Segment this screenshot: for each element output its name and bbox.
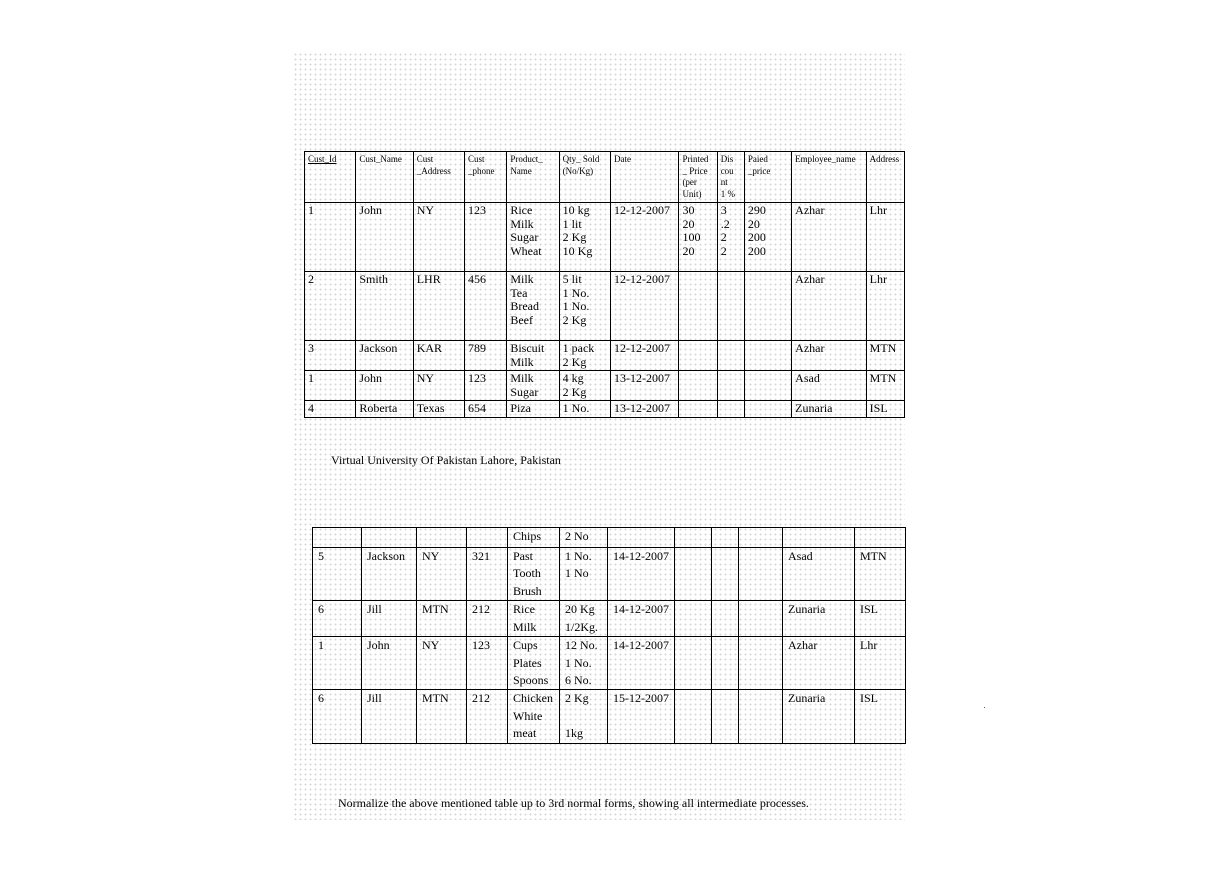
cell-printed-price: [675, 548, 712, 601]
cell-employee-name: Zunaria: [792, 401, 866, 418]
cell-product-name: Milk Tea Bread Beef: [507, 272, 559, 341]
cell-printed-price: [679, 401, 717, 418]
cell-date: 15-12-2007: [608, 690, 675, 743]
cell-qty-sold: 10 kg 1 lit 2 Kg 10 Kg: [559, 203, 610, 272]
stray-dot: [984, 707, 985, 708]
cell-paied-price: 290 20 200 200: [744, 203, 791, 272]
cell-discount: [712, 601, 739, 637]
cell-cust-address: NY: [417, 637, 467, 690]
table-row: [313, 601, 906, 637]
cell-cust-id: 4: [305, 401, 356, 418]
cell-cust-name: Jackson: [362, 548, 417, 601]
table-row: [313, 690, 906, 743]
cell-employee-name: Azhar: [783, 637, 855, 690]
cell-date: 13-12-2007: [610, 371, 678, 401]
cell-cust-phone: 321: [467, 548, 508, 601]
cell-product-name: Biscuit Milk: [507, 341, 559, 371]
sales-table-part-1: [304, 151, 905, 418]
cell-product-name: Milk Sugar: [507, 371, 559, 401]
cell-discount: [717, 341, 744, 371]
cell-qty-sold: 2 No: [560, 528, 608, 548]
cell-paied-price: [739, 637, 783, 690]
table-header-row: [305, 152, 905, 203]
cell-date: 12-12-2007: [610, 272, 678, 341]
cell-paied-price: [744, 272, 791, 341]
cell-address: MTN: [855, 548, 906, 601]
cell-cust-id: 6: [313, 690, 362, 743]
cell-discount: [712, 690, 739, 743]
cell-discount: [712, 528, 739, 548]
cell-employee-name: Zunaria: [783, 690, 855, 743]
cell-address: MTN: [866, 341, 904, 371]
cell-cust-name: John: [356, 203, 413, 272]
cell-discount: 3 .2 2 2: [717, 203, 744, 272]
cell-employee-name: Asad: [792, 371, 866, 401]
table-row: [305, 401, 905, 418]
header-product-name: Product_ Name: [507, 152, 559, 203]
cell-cust-address: NY: [413, 203, 464, 272]
cell-cust-address: NY: [413, 371, 464, 401]
cell-printed-price: [675, 690, 712, 743]
cell-discount: [712, 637, 739, 690]
cell-cust-phone: 123: [465, 371, 507, 401]
cell-cust-phone: 654: [465, 401, 507, 418]
cell-printed-price: [675, 601, 712, 637]
cell-cust-id: 1: [305, 203, 356, 272]
cell-address: ISL: [855, 601, 906, 637]
cell-address: ISL: [866, 401, 904, 418]
table-row: [305, 371, 905, 401]
cell-cust-address: MTN: [417, 690, 467, 743]
header-address: Address: [866, 152, 904, 203]
cell-discount: [717, 371, 744, 401]
cell-cust-id: 1: [305, 371, 356, 401]
cell-cust-name: Jill: [362, 690, 417, 743]
cell-address: [855, 528, 906, 548]
cell-printed-price: [679, 341, 717, 371]
cell-cust-id: [313, 528, 362, 548]
cell-paied-price: [744, 401, 791, 418]
table-row: [305, 341, 905, 371]
normalization-instruction: Normalize the above mentioned table up to 3rd normal forms, showing all intermediate processes.: [338, 796, 809, 810]
cell-cust-address: [417, 528, 467, 548]
cell-printed-price: 30 20 100 20: [679, 203, 717, 272]
cell-cust-id: 6: [313, 601, 362, 637]
cell-qty-sold: 1 No. 1 No: [560, 548, 608, 601]
header-cust-name: Cust_Name: [356, 152, 413, 203]
cell-qty-sold: 5 lit 1 No. 1 No. 2 Kg: [559, 272, 610, 341]
cell-date: 14-12-2007: [608, 637, 675, 690]
cell-product-name: Past Tooth Brush: [508, 548, 560, 601]
cell-cust-name: John: [356, 371, 413, 401]
cell-date: 13-12-2007: [610, 401, 678, 418]
header-qty-sold: Qty_ Sold (No/Kg): [559, 152, 610, 203]
cell-product-name: Piza: [507, 401, 559, 418]
cell-cust-name: Jill: [362, 601, 417, 637]
cell-cust-name: [362, 528, 417, 548]
cell-cust-phone: 212: [467, 601, 508, 637]
cell-cust-phone: 123: [467, 637, 508, 690]
cell-cust-id: 3: [305, 341, 356, 371]
header-paied-price: Paied _price: [744, 152, 791, 203]
cell-paied-price: [739, 528, 783, 548]
header-cust-address: Cust _Address: [413, 152, 464, 203]
cell-cust-phone: 212: [467, 690, 508, 743]
header-cust-phone: Cust _phone: [465, 152, 507, 203]
cell-qty-sold: 20 Kg 1/2Kg.: [560, 601, 608, 637]
cell-discount: [717, 401, 744, 418]
table-row: [313, 528, 906, 548]
header-employee-name: Employee_name: [792, 152, 866, 203]
cell-qty-sold: 12 No. 1 No. 6 No.: [560, 637, 608, 690]
cell-employee-name: Zunaria: [783, 601, 855, 637]
cell-employee-name: Azhar: [792, 272, 866, 341]
cell-paied-price: [739, 601, 783, 637]
cell-date: 14-12-2007: [608, 548, 675, 601]
cell-product-name: Rice Milk: [508, 601, 560, 637]
header-cust-id: Cust_Id: [305, 152, 356, 203]
cell-cust-phone: [467, 528, 508, 548]
cell-product-name: Chips: [508, 528, 560, 548]
sales-table-part-2: [312, 527, 906, 744]
cell-employee-name: [783, 528, 855, 548]
cell-product-name: Chicken White meat: [508, 690, 560, 743]
cell-paied-price: [744, 371, 791, 401]
cell-cust-name: Jackson: [356, 341, 413, 371]
cell-product-name: Cups Plates Spoons: [508, 637, 560, 690]
cell-qty-sold: 1 No.: [559, 401, 610, 418]
cell-paied-price: [739, 690, 783, 743]
cell-printed-price: [679, 272, 717, 341]
cell-cust-phone: 456: [465, 272, 507, 341]
cell-cust-name: Roberta: [356, 401, 413, 418]
cell-date: 12-12-2007: [610, 341, 678, 371]
cell-address: Lhr: [866, 272, 904, 341]
cell-employee-name: Azhar: [792, 341, 866, 371]
cell-date: 14-12-2007: [608, 601, 675, 637]
table-row: [313, 637, 906, 690]
cell-cust-phone: 789: [465, 341, 507, 371]
cell-printed-price: [679, 371, 717, 401]
cell-qty-sold: 2 Kg 1kg: [560, 690, 608, 743]
cell-paied-price: [739, 548, 783, 601]
cell-address: Lhr: [866, 203, 904, 272]
cell-discount: [712, 548, 739, 601]
cell-address: ISL: [855, 690, 906, 743]
table-row: [305, 272, 905, 341]
cell-address: Lhr: [855, 637, 906, 690]
header-discount: Dis cou nt 1 %: [717, 152, 744, 203]
cell-address: MTN: [866, 371, 904, 401]
cell-cust-address: LHR: [413, 272, 464, 341]
cell-cust-address: NY: [417, 548, 467, 601]
header-date: Date: [610, 152, 678, 203]
cell-cust-address: KAR: [413, 341, 464, 371]
cell-employee-name: Asad: [783, 548, 855, 601]
cell-employee-name: Azhar: [792, 203, 866, 272]
cell-cust-id: 1: [313, 637, 362, 690]
cell-cust-address: Texas: [413, 401, 464, 418]
cell-paied-price: [744, 341, 791, 371]
cell-qty-sold: 4 kg 2 Kg: [559, 371, 610, 401]
cell-printed-price: [675, 637, 712, 690]
cell-date: [608, 528, 675, 548]
cell-cust-address: MTN: [417, 601, 467, 637]
header-printed-price: Printed _ Price (per Unit): [679, 152, 717, 203]
cell-qty-sold: 1 pack 2 Kg: [559, 341, 610, 371]
cell-cust-name: Smith: [356, 272, 413, 341]
cell-cust-phone: 123: [465, 203, 507, 272]
cell-cust-id: 5: [313, 548, 362, 601]
cell-discount: [717, 272, 744, 341]
cell-printed-price: [675, 528, 712, 548]
university-caption: Virtual University Of Pakistan Lahore, Pakistan: [331, 453, 561, 467]
table-row: [313, 548, 906, 601]
table-row: [305, 203, 905, 272]
cell-date: 12-12-2007: [610, 203, 678, 272]
cell-product-name: Rice Milk Sugar Wheat: [507, 203, 559, 272]
cell-cust-name: John: [362, 637, 417, 690]
cell-cust-id: 2: [305, 272, 356, 341]
